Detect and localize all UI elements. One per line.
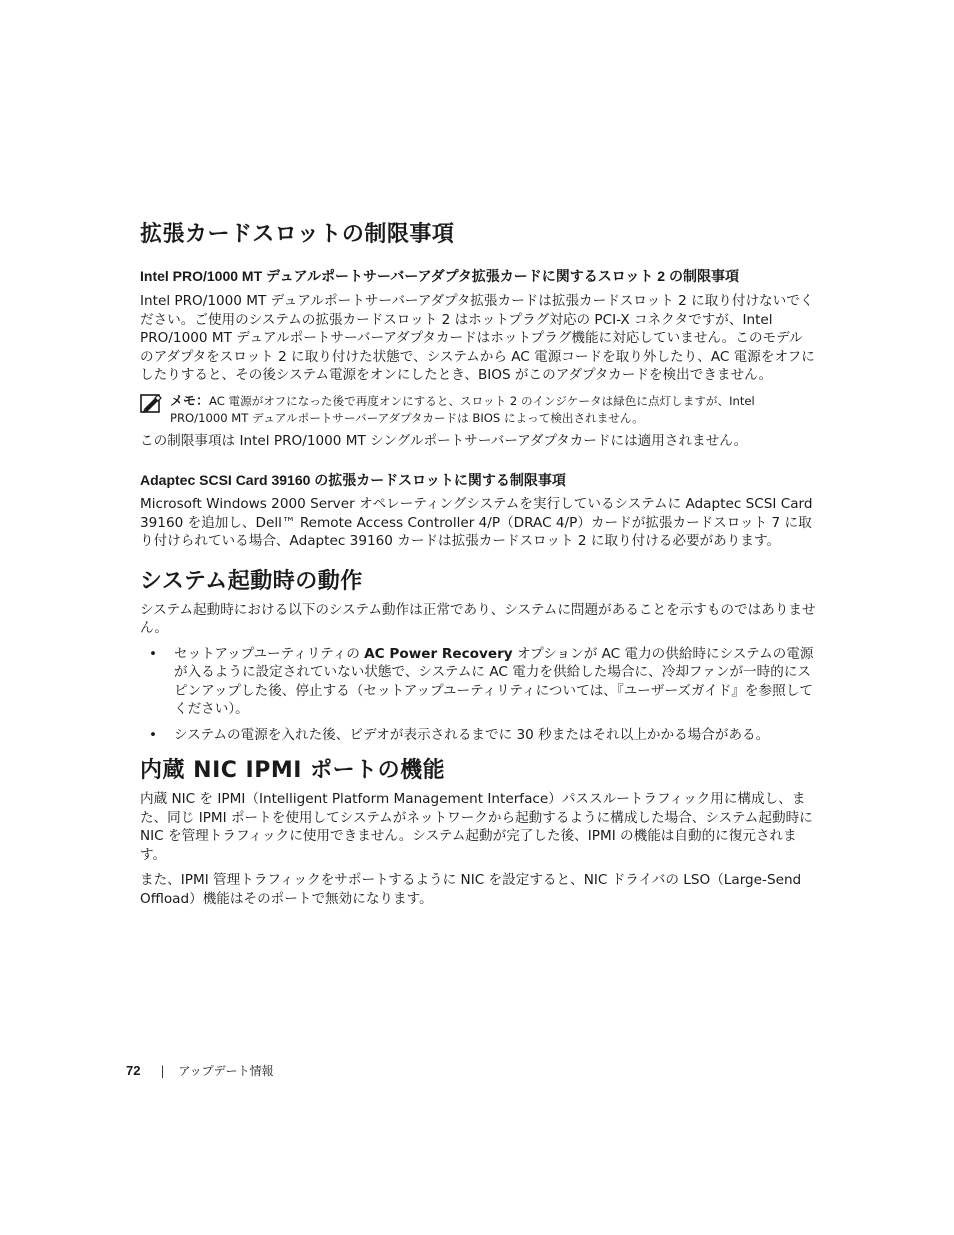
paragraph-adaptec: Microsoft Windows 2000 Server オペレーティングシステムを実行しているシステムに Adaptec SCSI Card 39160 を追加し、Dell™ Remote Access Controller 4/P（DRAC 4/P）カードが拡張カードスロット 7 に取り付けられている場合、Adaptec 39160 カードは拡張カードスロット 2 に取り付ける必要があります。	[140, 496, 813, 549]
note-block	[140, 393, 816, 426]
list-item	[140, 645, 816, 719]
paragraph-startup-intro: システム起動時における以下のシステム動作は正常であり、システムに問題があることを示すものではありません。	[140, 601, 816, 636]
paragraph-nic-ipmi-2: また、IPMI 管理トラフィックをサポートするように NIC を設定すると、NIC ドライバの LSO（Large-Send Offload）機能はそのポートで無効になります。	[140, 872, 802, 907]
note-text	[170, 393, 816, 426]
list-item	[140, 726, 816, 745]
subheading-intel-slot2: Intel PRO/1000 MT デュアルポートサーバーアダプタ拡張カードに関するスロット 2 の制限事項	[140, 268, 739, 284]
page-footer	[126, 1063, 274, 1079]
heading-nic-ipmi: 内蔵 NIC IPMI ポートの機能	[140, 758, 446, 783]
bullet2-text: システムの電源を入れた後、ビデオが表示されるまでに 30 秒またはそれ以上かかる場合がある。	[174, 726, 770, 743]
paragraph-single-port: この制限事項は Intel PRO/1000 MT シングルポートサーバーアダプタカードには適用されません。	[140, 432, 748, 449]
page-number: 72	[126, 1063, 141, 1078]
bullet1-post: オプションが AC 電力の供給時にシステムの電源が入るように設定されていない状態で、システムに AC 電力を供給した場合に、冷却ファンが一時的にスピンアップした後、停止する（セットアップユーティリティについては、『ユーザーズガイド』を参照してください）。	[174, 645, 814, 717]
bullet1-pre: セットアップユーティリティの	[174, 645, 365, 662]
startup-behavior-list	[140, 645, 816, 745]
paragraph-intel-slot2: Intel PRO/1000 MT デュアルポートサーバーアダプタ拡張カードは拡張カードスロット 2 に取り付けないでください。ご使用のシステムの拡張カードスロット 2 はホットプラグ対応の PCI-X コネクタですが、Intel PRO/1000 MT デュアルポートサーバーアダプタカードはホットプラグ機能に対応していません。このモデルのアダプタをスロット 2 に取り付けた状態で、システムから AC 電源コードを取り外したり、AC 電源をオフにしたりすると、その後システム電源をオンにしたとき、BIOS がこのアダプタカードを検出できません。	[140, 293, 815, 383]
bullet-dot: •	[149, 726, 158, 743]
chapter-title: アップデート情報	[178, 1064, 274, 1078]
note-label: メモ：	[170, 393, 210, 409]
paragraph-nic-ipmi-1: 内蔵 NIC を IPMI（Intelligent Platform Management Interface）パススルートラフィック用に構成し、また、同じ IPMI ポートを使用してシステムがネットワークから起動するように構成した場合、システム起動時に NIC を管理トラフィックに使用できません。システム起動が完了した後、IPMI の機能は自動的に復元されます。	[140, 791, 813, 863]
pencil-note-icon	[140, 393, 170, 426]
note-body: AC 電源がオフになった後で再度オンにすると、スロット 2 のインジケータは緑色に点灯しますが、Intel PRO/1000 MT デュアルポートサーバーアダプタカードは BIOS によって検出されません。	[170, 393, 755, 425]
heading-expansion-slot-limitations: 拡張カードスロットの制限事項	[140, 222, 455, 247]
subheading-adaptec: Adaptec SCSI Card 39160 の拡張カードスロットに関する制限事項	[140, 472, 566, 488]
ac-power-recovery-term: AC Power Recovery	[364, 645, 513, 662]
heading-system-startup: システム起動時の動作	[140, 568, 363, 594]
page-content	[140, 220, 816, 908]
footer-separator: |	[160, 1064, 165, 1078]
bullet-dot: •	[149, 645, 158, 662]
